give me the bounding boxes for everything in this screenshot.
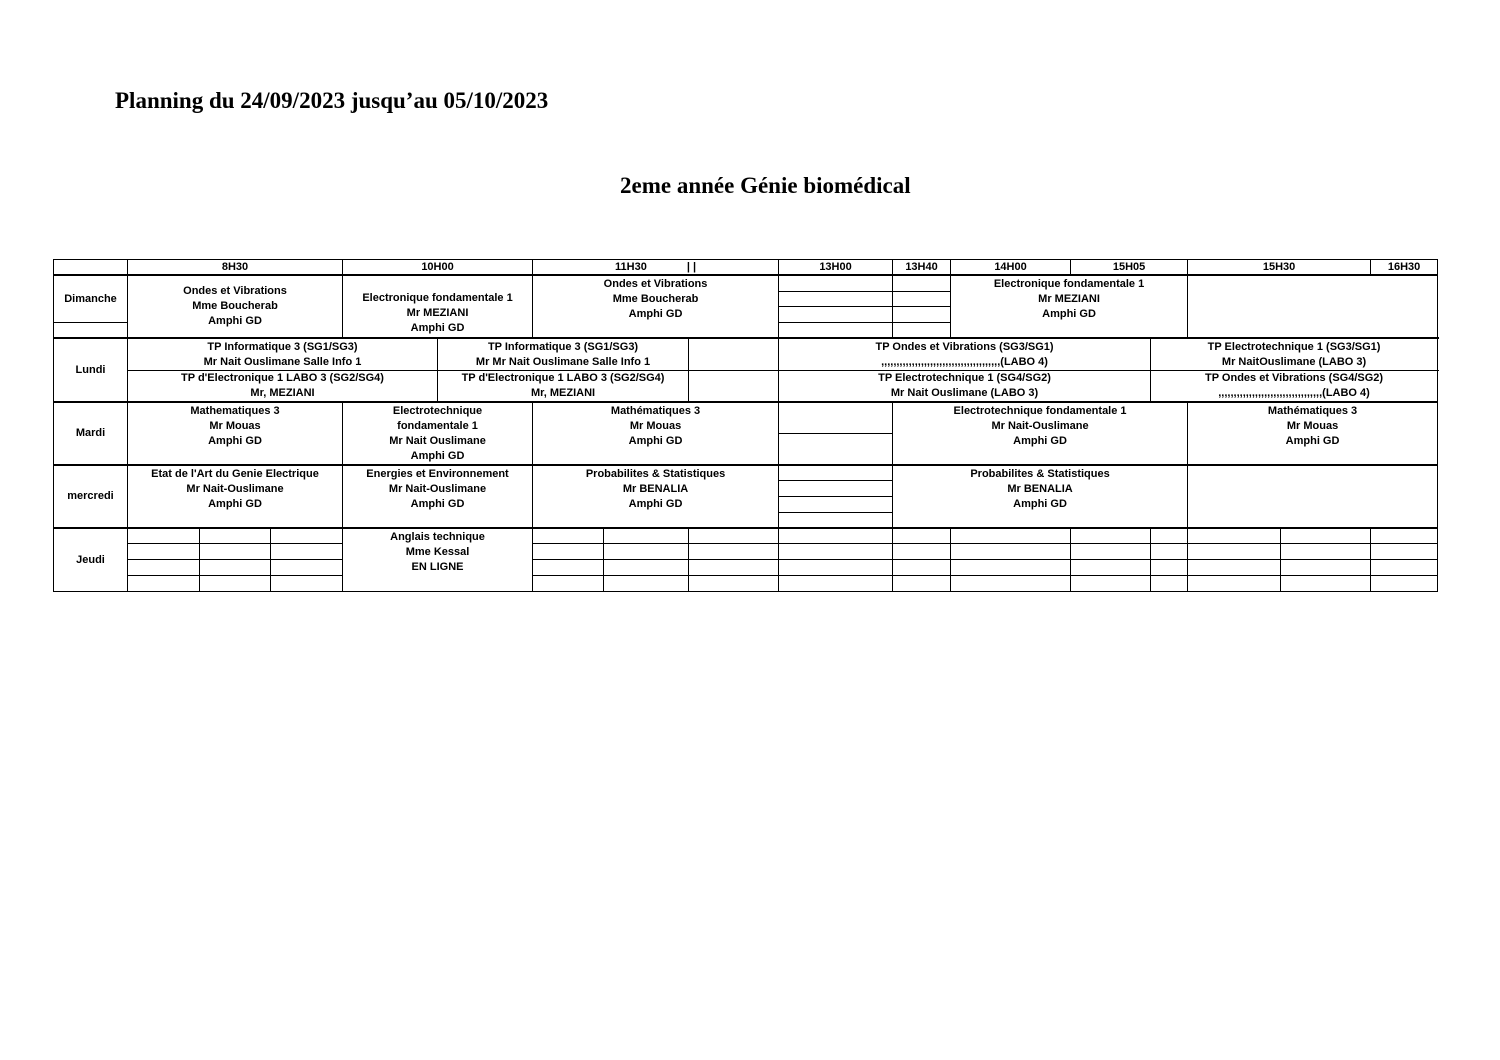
empty-cell (779, 512, 893, 528)
session-block: TP Ondes et Vibrations (SG3/SG1) ,,,,,,,,,,,,,,,,,,,,,,,,,,,,,,,,,,,,,,,(LABO 4) (779, 338, 1151, 370)
corner-cell (54, 260, 128, 276)
empty-cell (1371, 544, 1438, 560)
empty-cell (604, 575, 689, 591)
empty-cell (689, 560, 779, 576)
day-label-lundi: Lundi (54, 338, 128, 401)
empty-cell (893, 575, 951, 591)
empty-cell (779, 291, 893, 307)
empty-cell (1188, 575, 1281, 591)
empty-cell (604, 560, 689, 576)
empty-cell (779, 323, 893, 339)
empty-cell (951, 528, 1071, 544)
empty-cell (128, 560, 200, 576)
session-block: Anglais technique Mme Kessal EN LIGNE (343, 528, 533, 591)
day-label-mercredi: mercredi (54, 465, 128, 528)
empty-cell (1281, 544, 1371, 560)
empty-cell (1281, 528, 1371, 544)
empty-cell (200, 575, 271, 591)
empty-cell (893, 275, 951, 291)
empty-cell (533, 575, 604, 591)
time-1130-mark: | | (686, 261, 697, 274)
session-block: Mathématiques 3 Mr Mouas Amphi GD (533, 402, 779, 465)
empty-cell (1188, 528, 1281, 544)
empty-cell (893, 528, 951, 544)
page-subtitle: 2eme année Génie biomédical (620, 173, 911, 198)
empty-cell (533, 544, 604, 560)
empty-cell (779, 433, 893, 465)
empty-cell (951, 575, 1071, 591)
empty-cell (1071, 528, 1151, 544)
session-block: TP Informatique 3 (SG1/SG3) Mr Mr Nait Ouslimane Salle Info 1 (438, 338, 689, 370)
session-block: Mathématiques 3 Mr Mouas Amphi GD (1188, 402, 1438, 465)
page-title: Planning du 24/09/2023 jusqu’au 05/10/2023 (115, 88, 549, 113)
session-block: TP Informatique 3 (SG1/SG3) Mr Nait Ouslimane Salle Info 1 (128, 338, 438, 370)
empty-cell (951, 560, 1071, 576)
empty-cell (1151, 560, 1188, 576)
empty-cell (1151, 575, 1188, 591)
empty-cell (1151, 528, 1188, 544)
time-1505: 15H05 (1071, 260, 1188, 276)
empty-cell (1188, 275, 1438, 338)
time-1130: 11H30 | | (533, 260, 779, 276)
empty-cell (689, 338, 779, 370)
empty-cell (604, 528, 689, 544)
empty-cell (779, 528, 893, 544)
time-0830: 8H30 (128, 260, 343, 276)
time-1000: 10H00 (343, 260, 533, 276)
empty-cell (200, 544, 271, 560)
empty-cell (893, 307, 951, 323)
empty-cell (1151, 544, 1188, 560)
time-1400: 14H00 (951, 260, 1071, 276)
empty-cell (1371, 560, 1438, 576)
empty-cell (779, 481, 893, 497)
empty-cell (533, 560, 604, 576)
time-1300: 13H00 (779, 260, 893, 276)
empty-cell (893, 544, 951, 560)
empty-cell (779, 575, 893, 591)
time-1630: 16H30 (1371, 260, 1438, 276)
day-label-jeudi: Jeudi (54, 528, 128, 591)
empty-cell (689, 575, 779, 591)
session-block: TP Electrotechnique 1 (SG4/SG2) Mr Nait Ouslimane (LABO 3) (779, 370, 1151, 402)
empty-cell (779, 544, 893, 560)
empty-cell (271, 528, 343, 544)
empty-cell (271, 544, 343, 560)
session-block: Probabilites & Statistiques Mr BENALIA Amphi GD (533, 465, 779, 528)
session-block: Electrotechnique fondamentale 1 Mr Nait Ouslimane Amphi GD (343, 402, 533, 465)
empty-cell (1188, 465, 1438, 528)
empty-cell (1281, 575, 1371, 591)
empty-cell (779, 496, 893, 512)
empty-cell (128, 528, 200, 544)
empty-cell (893, 323, 951, 339)
day-label-dimanche: Dimanche (54, 275, 128, 322)
empty-cell (689, 544, 779, 560)
empty-cell (689, 370, 779, 402)
time-header-row (54, 260, 1438, 276)
session-block: TP Electrotechnique 1 (SG3/SG1) Mr NaitOuslimane (LABO 3) (1151, 338, 1438, 370)
session-block: TP d'Electronique 1 LABO 3 (SG2/SG4) Mr, MEZIANI (438, 370, 689, 402)
empty-cell (1281, 560, 1371, 576)
session-block: Ondes et Vibrations Mme Boucherab Amphi GD (533, 275, 779, 338)
session-block: Energies et Environnement Mr Nait-Ouslimane Amphi GD (343, 465, 533, 528)
session-block: Probabilites & Statistiques Mr BENALIA Amphi GD (893, 465, 1188, 528)
empty-cell (533, 528, 604, 544)
empty-cell (200, 560, 271, 576)
session-block: Electronique fondamentale 1 Mr MEZIANI Amphi GD (343, 275, 533, 338)
session-block: TP Ondes et Vibrations (SG4/SG2) ,,,,,,,,,,,,,,,,,,,,,,,,,,,,,,,,,,(LABO 4) (1151, 370, 1438, 402)
session-block: TP d'Electronique 1 LABO 3 (SG2/SG4) Mr, MEZIANI (128, 370, 438, 402)
empty-cell (1071, 575, 1151, 591)
session-block: Electrotechnique fondamentale 1 Mr Nait-Ouslimane Amphi GD (893, 402, 1188, 465)
empty-cell (200, 528, 271, 544)
empty-cell (271, 560, 343, 576)
empty-cell (779, 307, 893, 323)
empty-cell (779, 275, 893, 291)
session-block: Electronique fondamentale 1 Mr MEZIANI Amphi GD (951, 275, 1188, 338)
session-block: Mathematiques 3 Mr Mouas Amphi GD (128, 402, 343, 465)
empty-cell (1188, 544, 1281, 560)
empty-cell (1371, 528, 1438, 544)
empty-cell (951, 544, 1071, 560)
empty-cell (689, 528, 779, 544)
empty-cell (893, 560, 951, 576)
empty-cell (604, 544, 689, 560)
empty-cell (1371, 575, 1438, 591)
empty-cell (1071, 544, 1151, 560)
session-block: Etat de l'Art du Genie Electrique Mr Nait-Ouslimane Amphi GD (128, 465, 343, 528)
day-label-mardi: Mardi (54, 402, 128, 465)
empty-cell (893, 291, 951, 307)
time-1340: 13H40 (893, 260, 951, 276)
empty-cell (1071, 560, 1151, 576)
empty-cell (128, 575, 200, 591)
schedule-table (53, 259, 1438, 592)
session-block: Ondes et Vibrations Mme Boucherab Amphi GD (128, 275, 343, 338)
empty-cell (271, 575, 343, 591)
time-1530: 15H30 (1188, 260, 1371, 276)
empty-cell (128, 544, 200, 560)
empty-cell (779, 465, 893, 481)
empty-cell (779, 402, 893, 434)
empty-cell (1188, 560, 1281, 576)
empty-cell (54, 323, 128, 339)
empty-cell (779, 560, 893, 576)
